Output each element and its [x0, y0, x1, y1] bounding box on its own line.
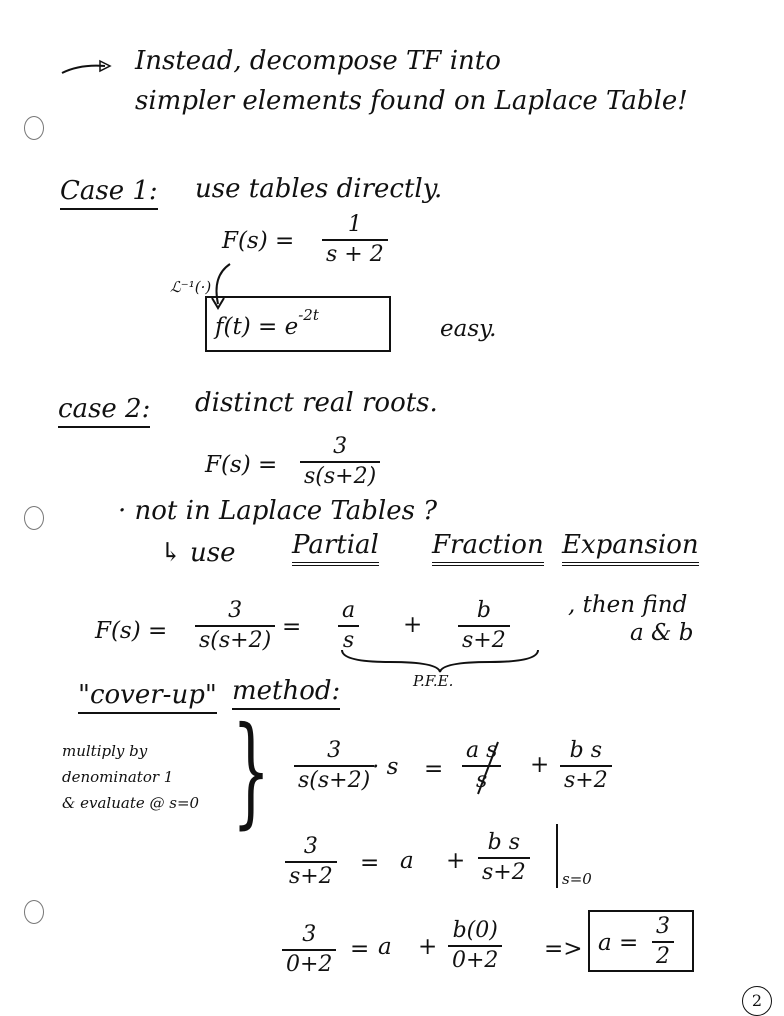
case1-f-lhs: [215, 306, 319, 340]
case2-description: distinct real roots.: [195, 388, 438, 418]
step2-eval-point: s=0: [562, 870, 592, 888]
pfe-word-partial: Partial: [292, 530, 379, 566]
step3-b-numerator: b(0): [452, 918, 498, 943]
step1-lhs-fraction: [294, 738, 374, 794]
case1-F-lhs: F(s) =: [222, 228, 295, 254]
case2-F-lhs: F(s) =: [205, 452, 278, 478]
expansion-equals: =: [282, 614, 302, 640]
step1-a-denominator: s: [476, 768, 488, 793]
expansion-plus: +: [403, 612, 423, 638]
step2-b-denominator: s+2: [482, 860, 526, 885]
step2-a: a: [400, 848, 414, 874]
case1-description: use tables directly.: [195, 174, 443, 204]
step2-eval-bar: [556, 824, 558, 888]
case2-heading: case 2:: [58, 394, 150, 428]
step2-lhs-fraction: [285, 834, 337, 890]
step1-b-denominator: s+2: [564, 768, 608, 793]
step2-lhs-numerator: 3: [303, 834, 318, 859]
case1-F-numerator: 1: [347, 212, 362, 237]
intro-line-2: simpler elements found on Laplace Table!: [135, 86, 688, 116]
then-find-note: , then find: [568, 592, 688, 618]
intro-arrow: [60, 58, 130, 78]
binder-hole-bottom: [24, 900, 44, 924]
step1-b-fraction: [560, 738, 612, 794]
step1-plus: +: [530, 752, 550, 778]
binder-hole-middle: [24, 506, 44, 530]
case1-F-denominator: s + 2: [326, 242, 384, 267]
step3-lhs-fraction: [282, 922, 336, 978]
step1-lhs-numerator: 3: [327, 738, 342, 763]
step3-implies-arrow: =>: [544, 936, 583, 962]
coverup-note-line-2: denominator 1: [62, 768, 174, 786]
step1-lhs-denominator: s(s+2): [298, 768, 371, 793]
result-fraction: [652, 914, 674, 970]
not-in-tables-note: · not in Laplace Tables ?: [118, 496, 438, 526]
step3-a: a: [378, 934, 392, 960]
expansion-lhs: F(s) =: [95, 618, 168, 644]
step3-b-fraction: [448, 918, 502, 974]
case2-F-denominator: s(s+2): [304, 464, 377, 489]
coverup-method-label: method:: [232, 676, 340, 710]
expansion-original-fraction: [195, 598, 275, 654]
coverup-quote: "cover-up": [78, 680, 217, 714]
expansion-original-numerator: 3: [228, 598, 243, 623]
expansion-a-fraction: [338, 598, 359, 654]
step1-a-numerator: a s: [466, 738, 498, 763]
step3-lhs-numerator: 3: [302, 922, 317, 947]
expansion-b-denominator: s+2: [462, 628, 506, 653]
expansion-original-denominator: s(s+2): [199, 628, 272, 653]
result-denominator: 2: [656, 944, 670, 969]
case2-F-numerator: 3: [333, 434, 348, 459]
pfe-underbrace: [340, 648, 540, 674]
case1-easy-note: easy.: [440, 316, 497, 342]
intro-line-1: Instead, decompose TF into: [135, 46, 501, 76]
step2-equals: =: [360, 850, 380, 876]
step1-times-s: · s: [372, 754, 399, 780]
step1-cancel-strokes: [468, 738, 508, 798]
step2-plus: +: [446, 848, 466, 874]
expansion-a-denominator: s: [342, 628, 355, 653]
pfe-label: P.F.E.: [413, 672, 454, 690]
result-lhs: a =: [598, 930, 639, 956]
step3-plus: +: [418, 934, 438, 960]
step2-lhs-denominator: s+2: [289, 864, 333, 889]
case2-F-fraction: [300, 434, 380, 490]
step2-b-fraction: [478, 830, 530, 886]
use-prefix: ↳ use: [160, 538, 236, 568]
step3-b-denominator: 0+2: [452, 948, 499, 973]
result-numerator: 3: [656, 914, 670, 939]
step2-b-numerator: b s: [487, 830, 521, 855]
expansion-b-fraction: [458, 598, 510, 654]
binder-hole-top: [24, 116, 44, 140]
case1-heading: Case 1:: [60, 176, 158, 210]
case1-F-fraction: [322, 212, 388, 268]
pfe-word-expansion: Expansion: [562, 530, 699, 566]
case1-f-expression: f(t) = e: [215, 314, 299, 340]
step1-equals: =: [424, 756, 444, 782]
a-and-b-note: a & b: [630, 620, 694, 646]
expansion-b-numerator: b: [476, 598, 491, 623]
case1-f-exponent: -2t: [298, 306, 319, 324]
step3-lhs-denominator: 0+2: [286, 952, 333, 977]
step3-equals: =: [350, 936, 370, 962]
coverup-note-line-3: & evaluate @ s=0: [62, 794, 200, 812]
coverup-note-line-1: multiply by: [62, 742, 148, 760]
coverup-note-brace: }: [232, 702, 271, 841]
page-number: 2: [742, 986, 772, 1016]
expansion-a-numerator: a: [342, 598, 356, 623]
inverse-laplace-label: ℒ⁻¹(·): [170, 278, 212, 296]
step1-b-numerator: b s: [569, 738, 603, 763]
pfe-word-fraction: Fraction: [432, 530, 544, 566]
